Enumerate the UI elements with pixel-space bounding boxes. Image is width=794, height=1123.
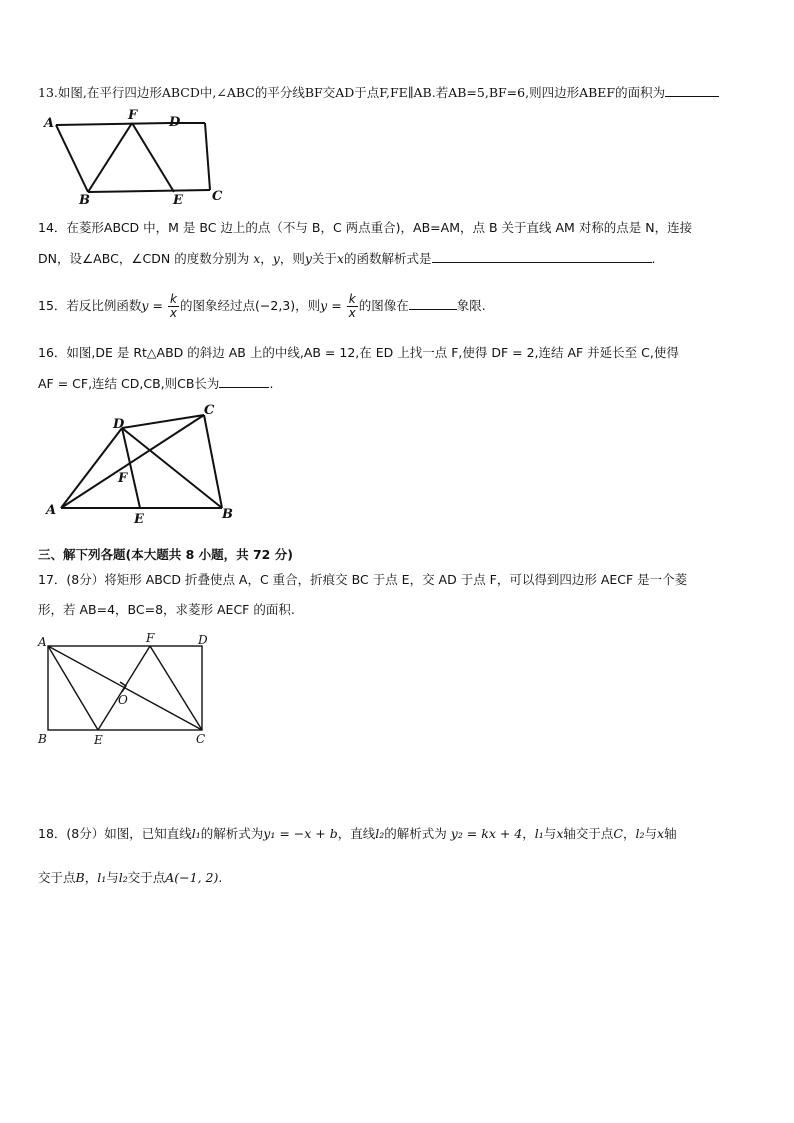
q16-label-d: D — [113, 417, 125, 432]
q13-label-c: C — [212, 189, 223, 204]
q17-label-c: C — [196, 732, 206, 746]
q17-rectangle-figure — [34, 630, 224, 750]
q13-label-f: F — [128, 108, 138, 123]
q18-end: . — [218, 870, 223, 885]
q18-text-a: 18．(8分）如图，已知直线 — [38, 826, 192, 841]
q18-l1c: l₁ — [97, 870, 107, 885]
q18-text-l2c: 与 — [106, 870, 119, 885]
q16-line1: 16．如图,DE 是 Rt△ABD 的斜边 AB 上的中线,AB = 12,在 ED 上找一点 F,使得 DF = 2,连结 AF 并延长至 C,使得 — [38, 345, 679, 360]
q18-l2b: l₂ — [635, 826, 645, 841]
q13-answer-blank[interactable] — [665, 84, 719, 97]
q16-line2 — [38, 375, 273, 392]
q13-label-a: A — [44, 116, 55, 131]
q14-text-a: DN，设∠ABC，∠CDN 的度数分别为 — [38, 251, 250, 266]
q15-frac-x: x — [169, 306, 178, 320]
q14-line1: 14．在菱形ABCD 中，M 是 BC 边上的点（不与 B，C 两点重合)，AB=AM，点 B 关于直线 AM 对称的点是 N，连接 — [38, 220, 693, 235]
q16-label-a: A — [46, 503, 57, 518]
q15-text-b: 的图象经过点 — [180, 298, 256, 313]
q16-label-e: E — [134, 512, 144, 527]
q15-fraction — [168, 293, 179, 320]
q18-point-c: C — [613, 826, 623, 841]
q14-var-y: y — [272, 251, 280, 266]
q18-text-c: ，直线 — [337, 826, 376, 841]
q18-text-b: 的解析式为 — [200, 826, 264, 841]
q14-end: . — [651, 251, 656, 266]
q18-y1: y₁ = −x + b — [263, 826, 338, 841]
q18-xaxis: x — [556, 826, 564, 841]
q18-text-g: 轴交于点 — [563, 826, 614, 841]
q15-frac2-x: x — [348, 306, 356, 320]
q15-line — [38, 286, 486, 326]
q18-line2 — [38, 870, 222, 886]
q18-text-h: ， — [622, 826, 636, 841]
q14-var-x2: x — [336, 251, 344, 266]
q14-sep: ， — [260, 251, 273, 266]
q14-line2 — [38, 250, 655, 267]
q17-label-e: E — [94, 733, 103, 747]
q17-line1: 17．(8分）将矩形 ABCD 折叠使点 A，C 重合，折痕交 BC 于点 E，交 AD 于点 F，可以得到四边形 AECF 是一个菱 — [38, 572, 688, 587]
q16-text: AF = CF,连结 CD,CB,则CB长为 — [38, 376, 220, 391]
q18-xaxis2: x — [657, 826, 665, 841]
q15-answer-blank[interactable] — [409, 297, 457, 310]
q18-l2: l₂ — [375, 826, 385, 841]
q14-var-y2: y — [304, 251, 312, 266]
q13-text-line — [38, 84, 719, 101]
q18-l1b: l₁ — [534, 826, 544, 841]
q17-label-d: D — [198, 633, 208, 647]
q15-y-eq2: y = — [320, 298, 342, 313]
q13-label-e: E — [173, 193, 183, 208]
q18-line1 — [38, 826, 677, 842]
q18-text-f: 与 — [543, 826, 557, 841]
q16-label-f: F — [118, 471, 128, 486]
q15-point: (−2,3) — [255, 298, 296, 313]
q16-triangle-figure — [44, 400, 244, 530]
q18-point-a: A(−1, 2) — [165, 870, 219, 885]
q18-text-l2a: 交于点 — [38, 870, 76, 885]
q17-line2: 形，若 AB=4，BC=8，求菱形 AECF 的面积. — [38, 602, 295, 617]
q16-end: . — [269, 376, 274, 391]
q13-label-d: D — [169, 115, 181, 130]
q18-text-d: 的解析式为 — [384, 826, 447, 841]
q13-text: 13.如图,在平行四边形ABCD中,∠ABC的平分线BF交AD于点F,FE∥AB.若AB=5,BF=6,则四边形ABEF的面积为 — [38, 85, 666, 100]
q13-parallelogram-figure — [40, 110, 230, 210]
q15-frac2-k: k — [347, 293, 358, 307]
q18-l2c: l₂ — [118, 870, 128, 885]
q15-text-c: ，则 — [295, 298, 321, 313]
q17-label-b: B — [38, 732, 47, 746]
q13-label-b: B — [79, 193, 90, 208]
q15-text-a: 15．若反比例函数 — [38, 298, 142, 313]
q16-label-b: B — [222, 507, 233, 522]
section-3-heading: 三、解下列各题(本大题共 8 小题，共 72 分) — [38, 547, 293, 562]
q17-label-f: F — [146, 631, 155, 645]
q18-l1: l₁ — [191, 826, 201, 841]
q15-fraction2 — [347, 293, 358, 320]
q18-text-l2b: ， — [84, 870, 98, 885]
q14-text-c: 关于 — [311, 251, 337, 266]
q15-frac-k: k — [168, 293, 179, 307]
q18-y2: y₂ = kx + 4 — [450, 826, 523, 841]
q16-label-c: C — [204, 403, 215, 418]
q18-text-l2d: 交于点 — [127, 870, 166, 885]
q14-var-x: x — [253, 251, 261, 266]
q18-text-e: ， — [522, 826, 535, 841]
q18-text-j: 轴 — [664, 826, 677, 841]
q14-text-b: ，则 — [279, 251, 305, 266]
q14-answer-blank[interactable] — [432, 250, 652, 263]
q17-label-o: O — [118, 693, 128, 707]
q18-point-b: B — [75, 870, 85, 885]
q18-text-i: 与 — [644, 826, 658, 841]
q15-text-e: 象限. — [456, 298, 486, 313]
q17-label-a: A — [38, 635, 47, 649]
q15-y-eq: y = — [141, 298, 163, 313]
q14-text-d: 的函数解析式是 — [343, 251, 432, 266]
q15-text-d: 的图像在 — [358, 298, 409, 313]
q16-answer-blank[interactable] — [219, 375, 269, 388]
